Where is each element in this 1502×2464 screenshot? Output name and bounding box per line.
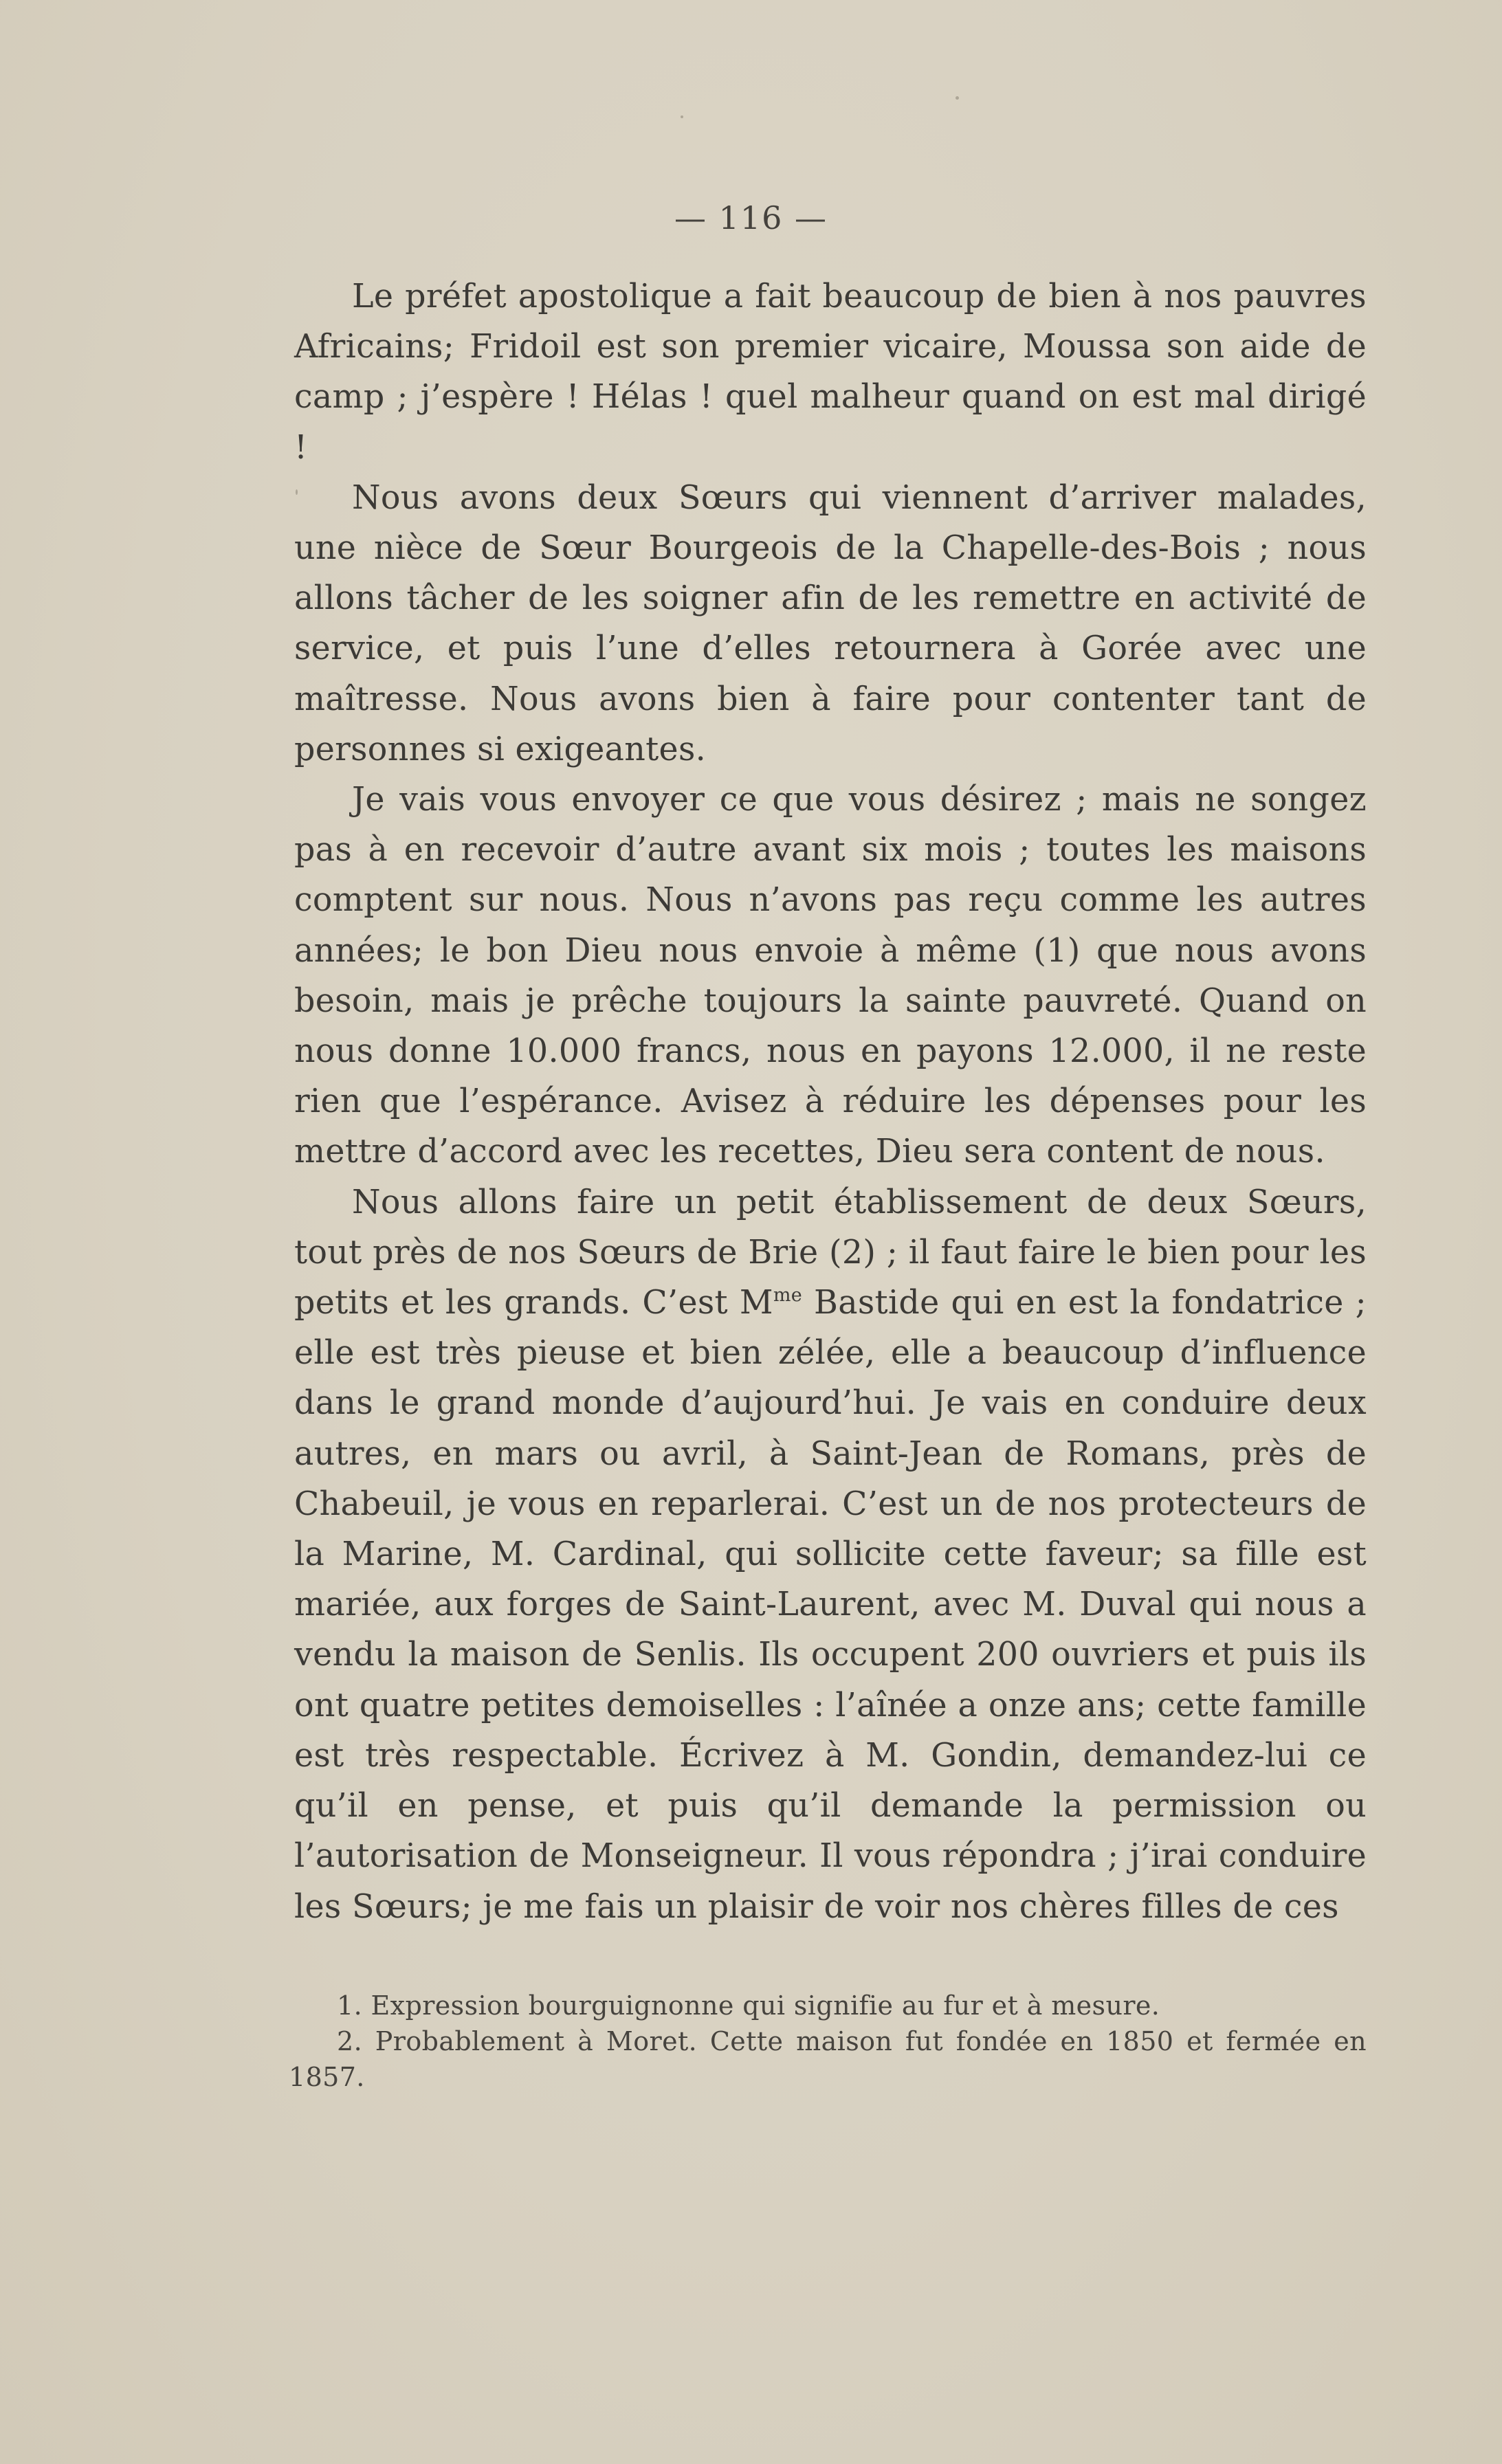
superscript-me: me [773,1285,803,1307]
footnotes [289,1988,1367,2095]
paper-speck [296,489,298,495]
paragraph-4 [294,1177,1367,1932]
paragraph-2: Nous avons deux Sœurs qui viennent d’arriver malades, une nièce de Sœur Bourgeois de la Chapelle-des-Bois ; nous allons tâcher de les soigner afin de les remettre en activité de service, et puis l’une d’elles retournera à Gorée avec une maîtresse. Nous avons bien à faire pour contenter tant de personnes si exigeantes. [294,478,1367,768]
paragraph-4-start: Nous allons faire un petit établissement de deux Sœurs, tout près de nos Sœurs de Brie (2) ; il faut faire le bien pour les petits et les grands. C’est M [294,1183,1367,1322]
page-number: — 116 — [674,199,828,236]
paragraph-3: Je vais vous envoyer ce que vous désirez ; mais ne songez pas à en recevoir d’autre avant six mois ; toutes les maisons comptent sur nous. Nous n’avons pas reçu comme les autres années; le bon Dieu nous envoie à même (1) que nous avons besoin, mais je prêche toujours la sainte pauvreté. Quand on nous donne 10.000 francs, nous en payons 12.000, il ne reste rien que l’espérance. Avisez à réduire les dépenses pour les mettre d’accord avec les recettes, Dieu sera content de nous. [294,781,1367,1171]
footnote-1: 1. Expression bourguignonne qui signifie au fur et à mesure. [337,1990,1160,2021]
footnote-2: 2. Probablement à Moret. Cette maison fut fondée en 1850 et fermée en 1857. [289,2026,1367,2092]
paragraph-1: Le préfet apostolique a fait beaucoup de bien à nos pauvres Africains; Fridoil est son premier vicaire, Moussa son aide de camp ; j’espère ! Hélas ! quel malheur quand on est mal dirigé ! [294,278,1367,467]
paragraph-4-rest: Bastide qui en est la fondatrice ; elle est très pieuse et bien zélée, elle a beaucoup d’influence dans le grand monde d’aujourd’hui. Je vais en conduire deux autres, en mars ou avril, à Saint-Jean de Romans, près de Chabeuil, je vous en reparlerai. C’est un de nos protecteurs de la Marine, M. Cardinal, qui sollicite cette faveur; sa fille est mariée, aux forges de Saint-Laurent, avec M. Duval qui nous a vendu la maison de Senlis. Ils occupent 200 ouvriers et puis ils ont quatre petites demoiselles : l’aînée a onze ans; cette famille est très respectable. Écrivez à M. Gondin, demandez-lui ce qu’il en pense, et puis qu’il demande la permission ou l’autorisation de Monseigneur. Il vous répondra ; j’irai conduire les Sœurs; je me fais un plaisir de voir nos chères filles de ces [294,1284,1367,1926]
paper-speck [681,115,683,118]
main-text [294,271,1367,1932]
paper-speck [956,96,959,100]
